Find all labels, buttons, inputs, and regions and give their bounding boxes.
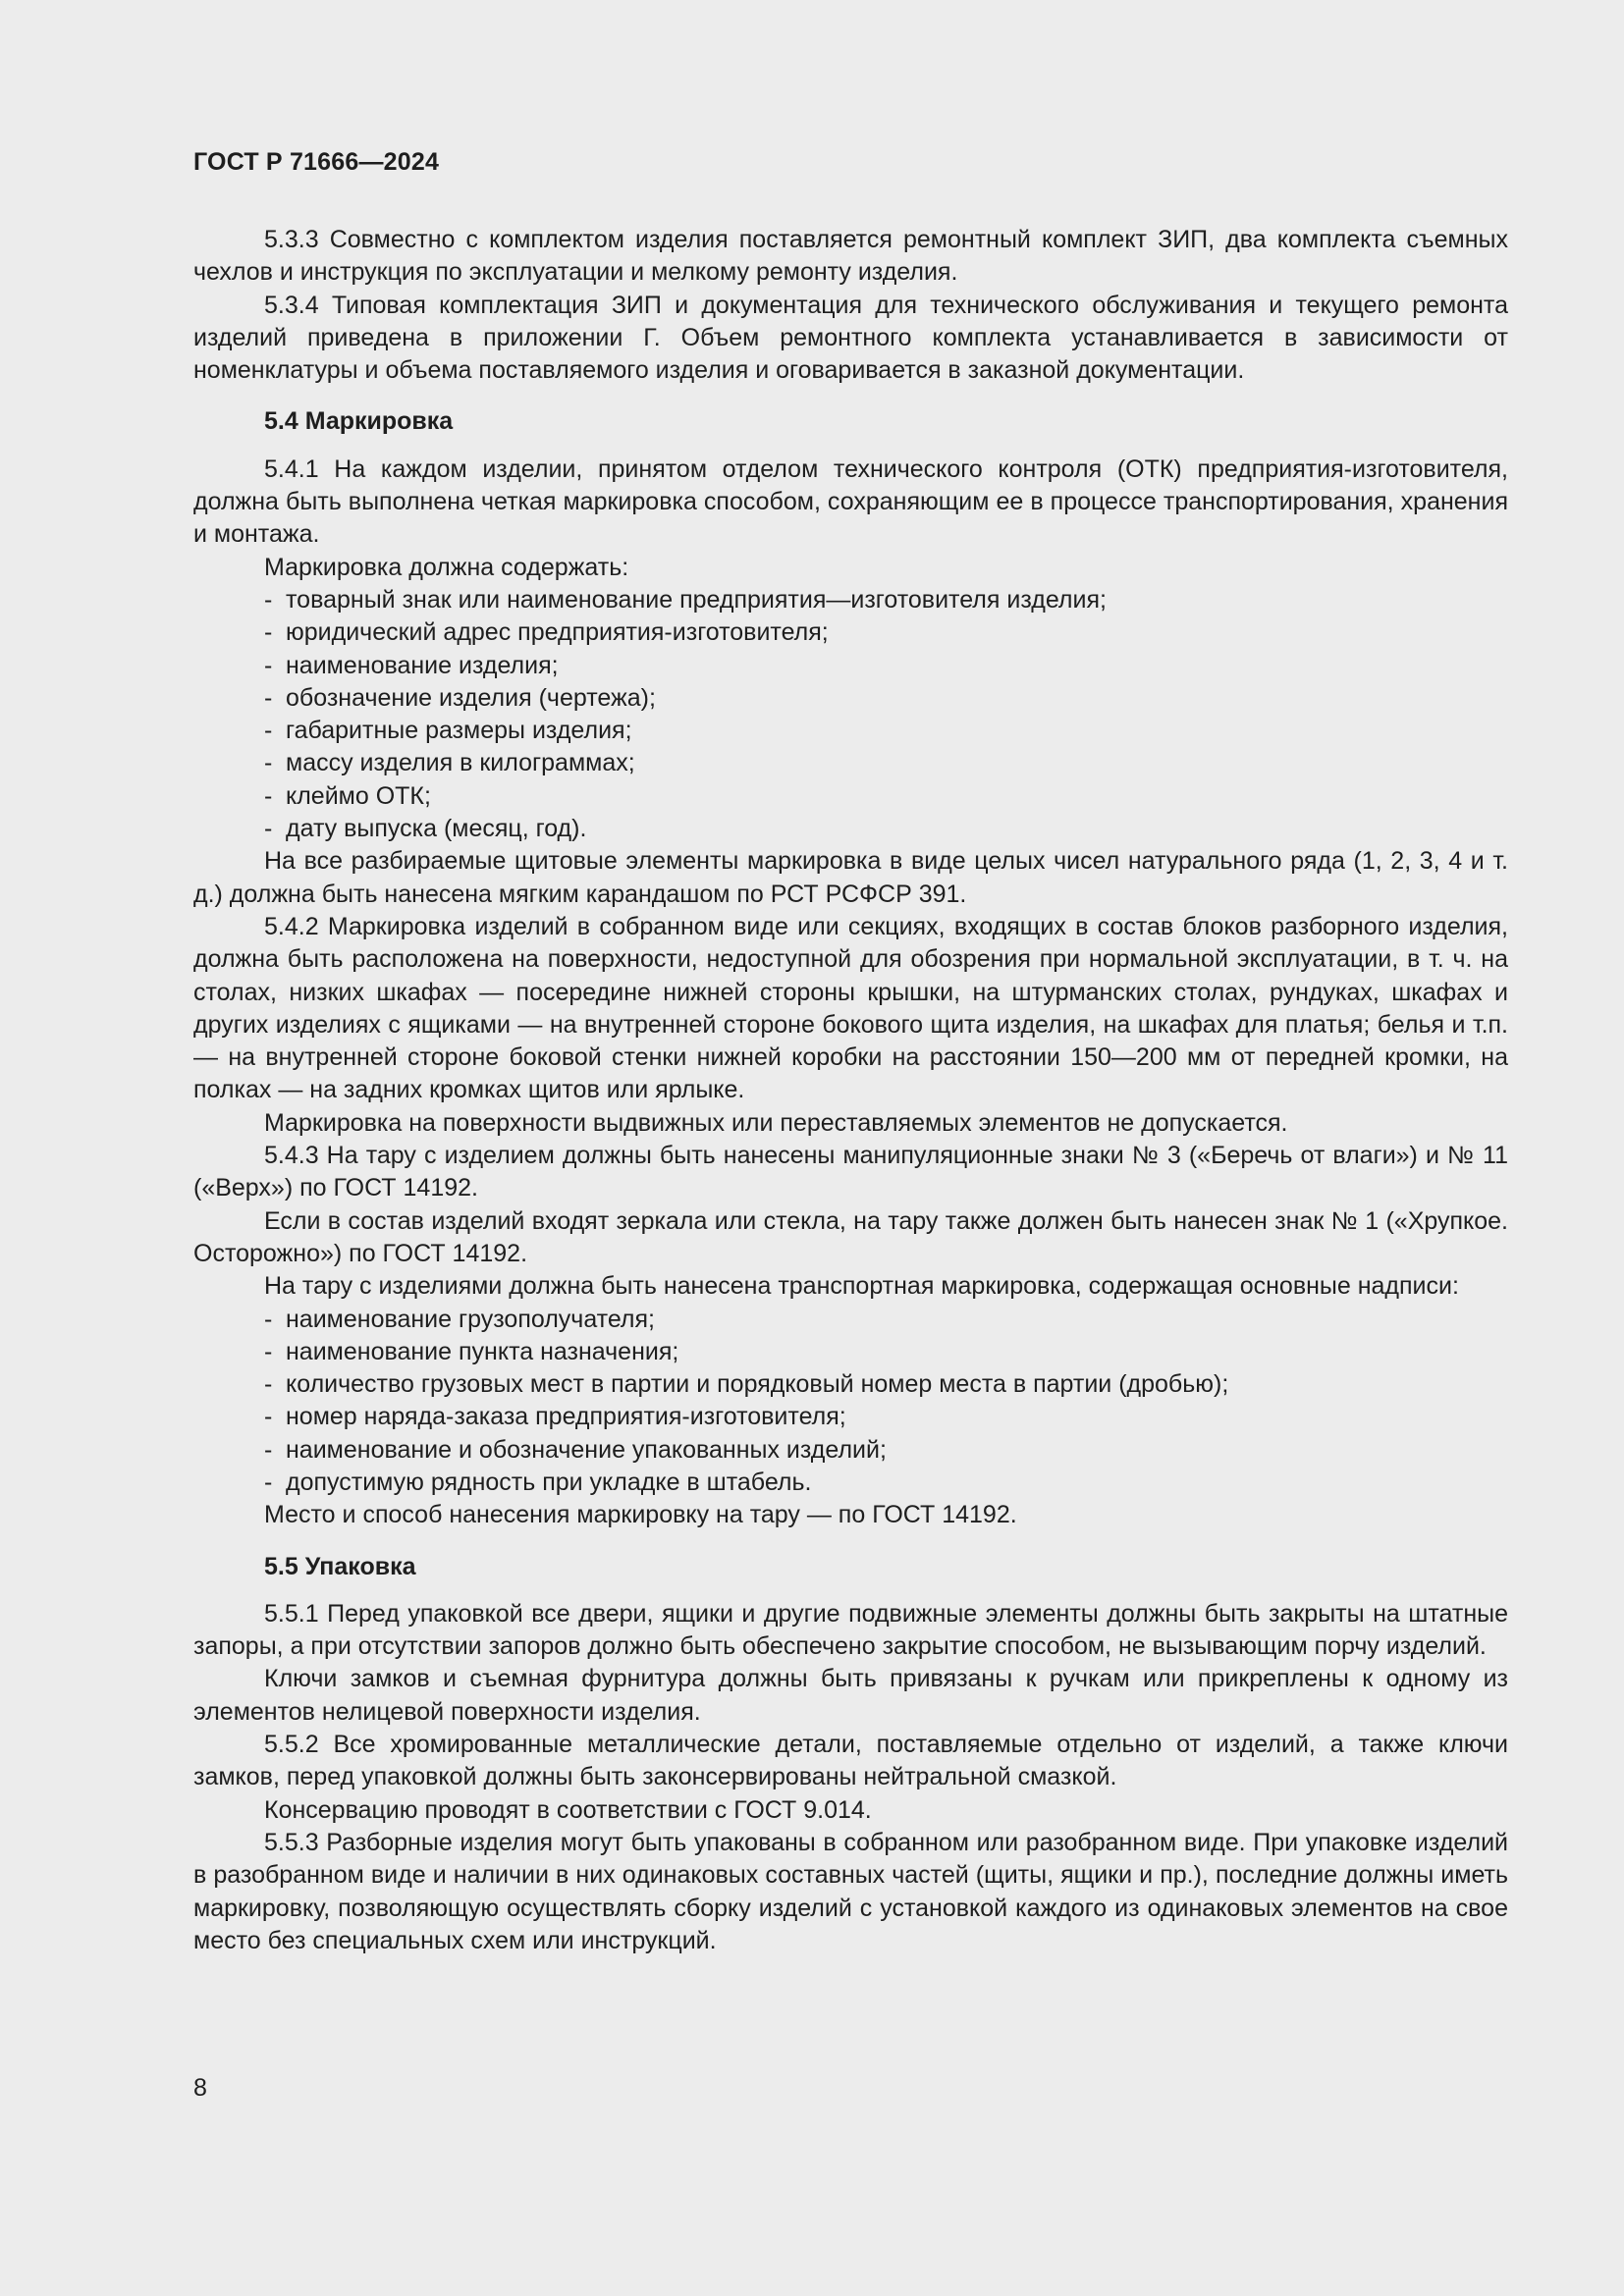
paragraph-5-5-2: 5.5.2 Все хромированные металлические детали, поставляемые отдельно от изделий, а также ключи замков, перед упаковкой должны быть законсервированы нейтральной смазкой. bbox=[193, 1731, 1508, 1791]
page-number: 8 bbox=[193, 2074, 207, 2102]
paragraph-5-3-3: 5.3.3 Совместно с комплектом изделия поставляется ремонтный комплект ЗИП, два комплекта съемных чехлов и инструкция по эксплуатации и мелкому ремонту изделия. bbox=[193, 226, 1508, 287]
paragraph-fragile-sign: Если в состав изделий входят зеркала или стекла, на тару также должен быть нанесен знак № 1 («Хрупкое. Осторожно») по ГОСТ 14192. bbox=[193, 1206, 1508, 1267]
list-item: - клеймо ОТК; bbox=[264, 780, 1508, 813]
paragraph-keys-fittings: Ключи замков и съемная фурнитура должны быть привязаны к ручкам или прикреплены к одному из элементов нелицевой поверхности изделия. bbox=[193, 1665, 1508, 1726]
list-item: - наименование грузополучателя; bbox=[264, 1304, 1508, 1336]
paragraph-marking-not-allowed: Маркировка на поверхности выдвижных или переставляемых элементов не допускается. bbox=[264, 1108, 1288, 1137]
paragraph-conservation: Консервацию проводят в соответствии с ГОСТ 9.014. bbox=[264, 1795, 872, 1824]
list-item: - количество грузовых мест в партии и порядковый номер места в партии (дробью); bbox=[264, 1368, 1508, 1401]
section-heading-5-4: 5.4 Маркировка bbox=[264, 407, 454, 436]
marking-contents-list bbox=[193, 584, 1508, 845]
list-item: - наименование и обозначение упакованных изделий; bbox=[264, 1434, 1508, 1467]
paragraph-panel-marking: На все разбираемые щитовые элементы маркировка в виде целых чисел натурального ряда (1, 2, 3, 4 и т. д.) должна быть нанесена мягким карандашом по РСТ РСФСР 391. bbox=[193, 847, 1508, 908]
document-header-id: ГОСТ Р 71666—2024 bbox=[193, 148, 440, 176]
list-item: - обозначение изделия (чертежа); bbox=[264, 682, 1508, 715]
list-item: - товарный знак или наименование предприятия—изготовителя изделия; bbox=[264, 584, 1508, 616]
paragraph-5-5-1: 5.5.1 Перед упаковкой все двери, ящики и другие подвижные элементы должны быть закрыты на штатные запоры, а при отсутствии запоров должно быть обеспечено закрытие способом, не вызывающим порчу изделий. bbox=[193, 1599, 1508, 1661]
transport-marking-list bbox=[193, 1304, 1508, 1500]
list-item: - массу изделия в килограммах; bbox=[264, 747, 1508, 779]
paragraph-5-4-3: 5.4.3 На тару с изделием должны быть нанесены манипуляционные знаки № 3 («Беречь от влаги») и № 11 («Верх») по ГОСТ 14192. bbox=[193, 1142, 1508, 1202]
list-item: - габаритные размеры изделия; bbox=[264, 715, 1508, 747]
paragraph-5-4-2: 5.4.2 Маркировка изделий в собранном виде или секциях, входящих в состав блоков разборного изделия, должна быть расположена на поверхности, недоступной для обозрения при нормальной эксплуатации, в т. ч. на столах, низких шкафах — посередине нижней стороны крышки, на штурманских столах, рундуках, шкафах и других изделиях с ящиками — на внутренней стороне бокового щита изделия, на шкафах для платья; белья и т.п. — на внутренней стороне боковой стенки нижней коробки на расстоянии 150—200 мм от передней кромки, на полках — на задних кромках щитов или ярлыке. bbox=[193, 912, 1508, 1104]
list-item: - наименование изделия; bbox=[264, 650, 1508, 682]
list-item: - юридический адрес предприятия-изготовителя; bbox=[264, 616, 1508, 649]
paragraph-marking-method: Место и способ нанесения маркировку на тару — по ГОСТ 14192. bbox=[264, 1501, 1017, 1529]
paragraph-5-3-4: 5.3.4 Типовая комплектация ЗИП и документация для технического обслуживания и текущего ремонта изделий приведена в приложении Г. Объем ремонтного комплекта устанавливается в зависимости от номенклатуры и объема поставляемого изделия и оговаривается в заказной документации. bbox=[193, 291, 1508, 385]
list-item: - номер наряда-заказа предприятия-изготовителя; bbox=[264, 1401, 1508, 1433]
list-item: - допустимую рядность при укладке в штабель. bbox=[264, 1467, 1508, 1499]
paragraph-transport-marking: На тару с изделиями должна быть нанесена транспортная маркировка, содержащая основные надписи: bbox=[264, 1272, 1459, 1301]
section-heading-5-5: 5.5 Упаковка bbox=[264, 1552, 416, 1580]
paragraph-5-4-1: 5.4.1 На каждом изделии, принятом отделом технического контроля (ОТК) предприятия-изготовителя, должна быть выполнена четкая маркировка способом, сохраняющим ее в процессе транспортирования, хранения и монтажа. bbox=[193, 454, 1508, 549]
paragraph-5-5-3: 5.5.3 Разборные изделия могут быть упакованы в собранном или разобранном виде. При упаковке изделий в разобранном виде и наличии в них одинаковых составных частей (щиты, ящики и пр.), последние должны иметь маркировку, позволяющую осуществлять сборку изделий с установкой каждого из одинаковых элементов на свое место без специальных схем или инструкций. bbox=[193, 1828, 1508, 1954]
marking-contents-intro: Маркировка должна содержать: bbox=[264, 553, 629, 581]
list-item: - наименование пункта назначения; bbox=[264, 1336, 1508, 1368]
list-item: - дату выпуска (месяц, год). bbox=[264, 813, 1508, 845]
document-body bbox=[193, 224, 1508, 1957]
